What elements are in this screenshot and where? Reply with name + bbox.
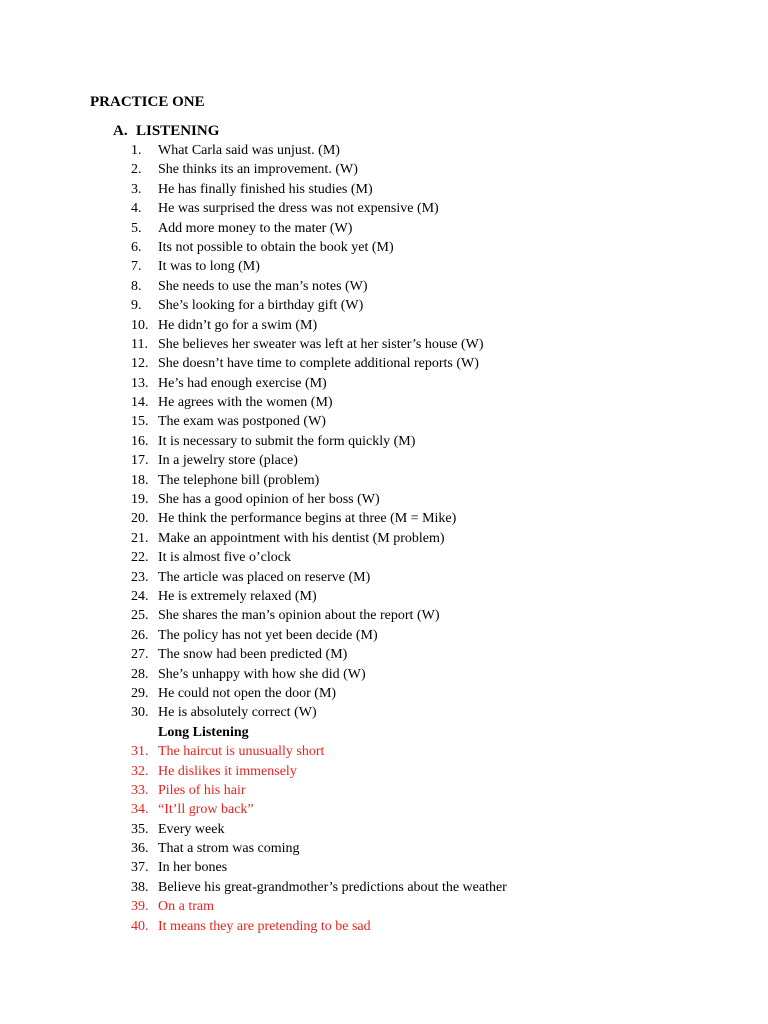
item-text: He is absolutely correct (W) xyxy=(158,705,317,721)
item-number: 7. xyxy=(131,259,142,275)
item-text: Make an appointment with his dentist (M problem) xyxy=(158,530,445,546)
item-text: He has finally finished his studies (M) xyxy=(158,181,373,197)
item-number: 2. xyxy=(131,162,142,178)
list-item xyxy=(0,374,768,393)
item-text: She shares the man’s opinion about the report (W) xyxy=(158,608,440,624)
item-number: 25. xyxy=(131,608,149,624)
list-item xyxy=(0,257,768,276)
list-item xyxy=(0,587,768,606)
item-text: The haircut is unusually short xyxy=(158,744,325,760)
item-text: The exam was postponed (W) xyxy=(158,414,326,430)
item-text: The snow had been predicted (M) xyxy=(158,647,348,663)
list-item xyxy=(0,141,768,160)
list-item xyxy=(0,529,768,548)
list-item xyxy=(0,316,768,335)
item-number: 8. xyxy=(131,278,142,294)
item-text: Piles of his hair xyxy=(158,782,246,798)
item-number: 32. xyxy=(131,763,149,779)
item-number: 34. xyxy=(131,802,149,818)
item-number: 3. xyxy=(131,181,142,197)
list-item xyxy=(0,626,768,645)
list-item xyxy=(0,160,768,179)
item-text: It was to long (M) xyxy=(158,259,260,275)
list-item xyxy=(0,858,768,877)
item-number: 35. xyxy=(131,821,149,837)
item-number: 18. xyxy=(131,472,149,488)
item-text: The policy has not yet been decide (M) xyxy=(158,627,378,643)
item-text: He think the performance begins at three (M = Mike) xyxy=(158,511,457,527)
item-number: 13. xyxy=(131,375,149,391)
list-item xyxy=(0,180,768,199)
list-item xyxy=(0,800,768,819)
item-text: She needs to use the man’s notes (W) xyxy=(158,278,368,294)
item-number: 11. xyxy=(131,336,148,352)
list-item xyxy=(0,432,768,451)
item-text: “It’ll grow back” xyxy=(158,802,254,818)
item-text: The telephone bill (problem) xyxy=(158,472,320,488)
item-text: That a strom was coming xyxy=(158,841,300,857)
item-number: 9. xyxy=(131,298,142,314)
item-text: Believe his great-grandmother’s predictions about the weather xyxy=(158,879,507,895)
list-item xyxy=(0,451,768,470)
list-item xyxy=(0,742,768,761)
list-item xyxy=(0,703,768,722)
list-item xyxy=(0,277,768,296)
item-number: 6. xyxy=(131,239,142,255)
item-number: 1. xyxy=(131,143,142,158)
item-text: She’s looking for a birthday gift (W) xyxy=(158,298,364,314)
list-item xyxy=(0,762,768,781)
list-item xyxy=(0,412,768,431)
item-text: He agrees with the women (M) xyxy=(158,395,333,411)
item-text: She has a good opinion of her boss (W) xyxy=(158,492,380,508)
item-number: 39. xyxy=(131,899,149,915)
item-number: 10. xyxy=(131,317,149,333)
item-text: She thinks its an improvement. (W) xyxy=(158,162,358,178)
list-item xyxy=(0,335,768,354)
list-item xyxy=(0,917,768,936)
list-item xyxy=(0,471,768,490)
list-item xyxy=(0,606,768,625)
item-number: 40. xyxy=(131,918,149,934)
item-number: 24. xyxy=(131,588,149,604)
item-number: 15. xyxy=(131,414,149,430)
item-number: 17. xyxy=(131,453,149,469)
subheading-text: Long Listening xyxy=(158,724,249,740)
item-text: She’s unhappy with how she did (W) xyxy=(158,666,366,682)
item-text: He was surprised the dress was not expensive (M) xyxy=(158,201,439,217)
list-item xyxy=(0,820,768,839)
list-item xyxy=(0,199,768,218)
section-label: A. xyxy=(113,123,128,139)
item-text: It is almost five o’clock xyxy=(158,550,291,566)
item-number: 33. xyxy=(131,782,149,798)
list-item xyxy=(0,490,768,509)
item-text: He dislikes it immensely xyxy=(158,763,297,779)
item-number: 22. xyxy=(131,550,149,566)
list-item xyxy=(0,645,768,664)
item-text: She believes her sweater was left at her sister’s house (W) xyxy=(158,336,484,352)
list-item xyxy=(0,219,768,238)
item-number: 37. xyxy=(131,860,149,876)
item-text: He’s had enough exercise (M) xyxy=(158,375,327,391)
list-item xyxy=(0,897,768,916)
item-number: 14. xyxy=(131,395,149,411)
list-item xyxy=(0,878,768,897)
item-number: 30. xyxy=(131,705,149,721)
section-title: LISTENING xyxy=(136,123,220,139)
item-text: The article was placed on reserve (M) xyxy=(158,569,371,585)
list-item xyxy=(0,238,768,257)
item-number: 28. xyxy=(131,666,149,682)
item-text: What Carla said was unjust. (M) xyxy=(158,143,340,158)
item-number: 31. xyxy=(131,744,149,760)
item-number: 21. xyxy=(131,530,149,546)
item-text: In a jewelry store (place) xyxy=(158,453,298,469)
item-text: In her bones xyxy=(158,860,228,876)
item-number: 20. xyxy=(131,511,149,527)
list-item xyxy=(0,548,768,567)
item-text: Add more money to the mater (W) xyxy=(158,220,353,236)
item-number: 29. xyxy=(131,685,149,701)
list-item xyxy=(0,393,768,412)
item-number: 12. xyxy=(131,356,149,372)
item-text: Its not possible to obtain the book yet (M) xyxy=(158,239,394,255)
item-text: She doesn’t have time to complete additional reports (W) xyxy=(158,356,479,372)
item-number: 27. xyxy=(131,647,149,663)
item-text: He is extremely relaxed (M) xyxy=(158,588,317,604)
item-text: It means they are pretending to be sad xyxy=(158,918,371,934)
item-text: Every week xyxy=(158,821,225,837)
item-number: 23. xyxy=(131,569,149,585)
list-item xyxy=(0,509,768,528)
item-number: 36. xyxy=(131,841,149,857)
list-item xyxy=(0,568,768,587)
item-text: He didn’t go for a swim (M) xyxy=(158,317,318,333)
item-text: It is necessary to submit the form quickly (M) xyxy=(158,433,416,449)
answer-list xyxy=(0,141,768,936)
page-title: PRACTICE ONE xyxy=(90,94,205,110)
item-number: 19. xyxy=(131,492,149,508)
item-text: On a tram xyxy=(158,899,214,915)
list-item xyxy=(0,354,768,373)
item-number: 26. xyxy=(131,627,149,643)
item-number: 16. xyxy=(131,433,149,449)
list-item xyxy=(0,781,768,800)
list-item xyxy=(0,839,768,858)
item-text: He could not open the door (M) xyxy=(158,685,337,701)
item-number: 5. xyxy=(131,220,142,236)
item-number: 4. xyxy=(131,201,142,217)
list-item xyxy=(0,665,768,684)
item-number: 38. xyxy=(131,879,149,895)
section-heading xyxy=(113,121,219,141)
list-item xyxy=(0,684,768,703)
list-item xyxy=(0,296,768,315)
subheading-long-listening xyxy=(0,723,768,742)
